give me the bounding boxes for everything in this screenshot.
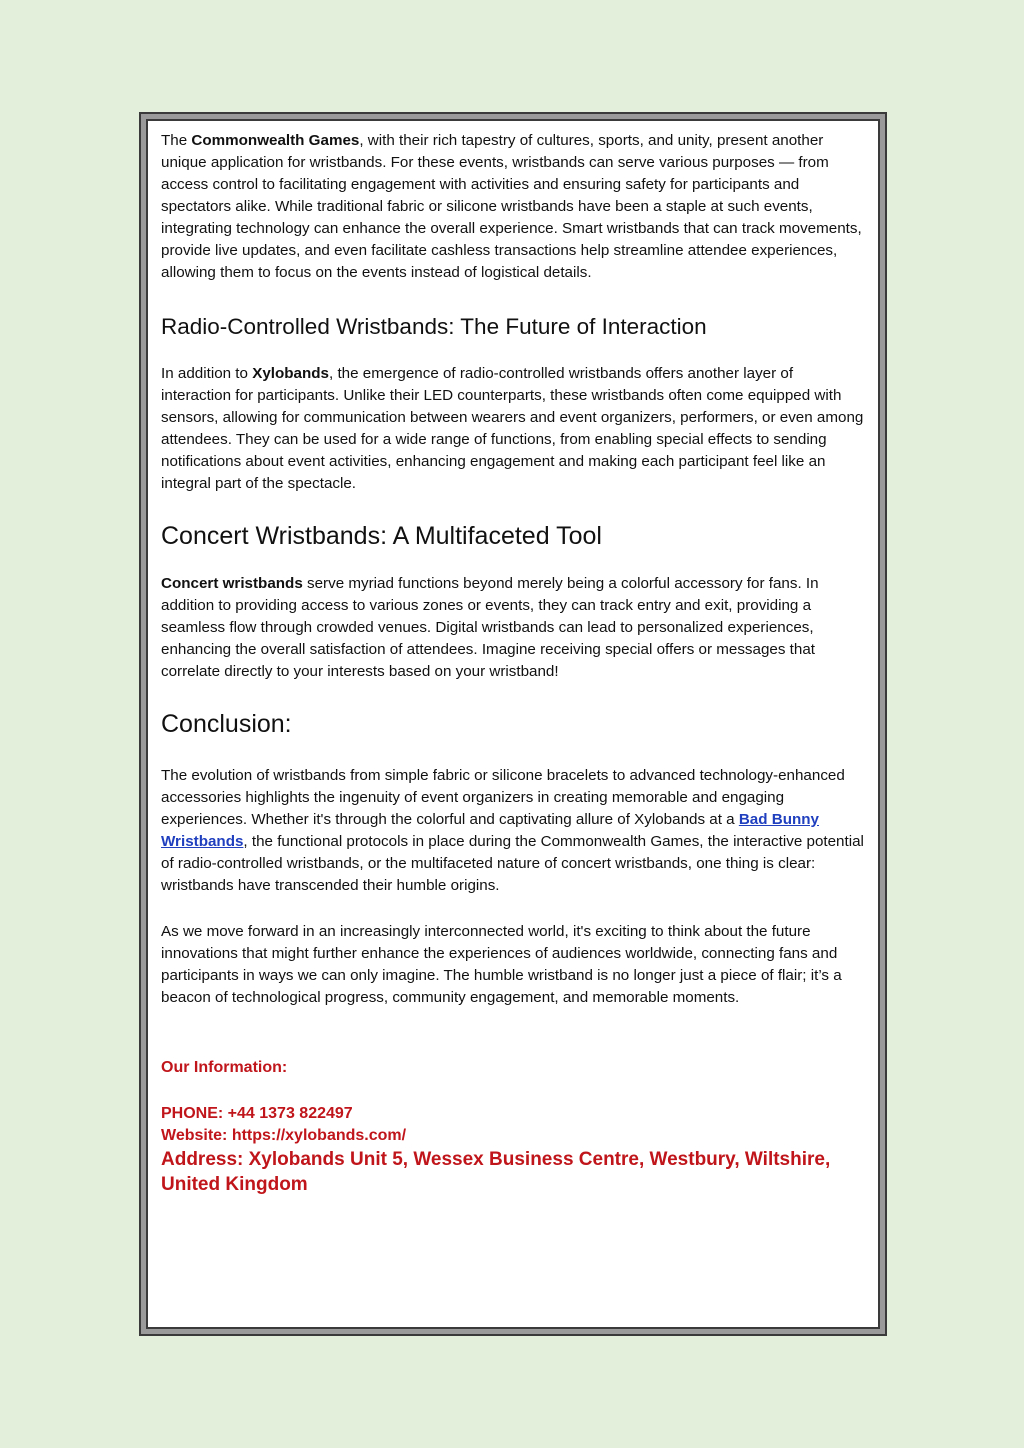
contact-block bbox=[161, 1057, 866, 1197]
page-frame-inner bbox=[146, 119, 880, 1329]
conclusion-paragraph-1 bbox=[161, 765, 866, 897]
contact-heading: Our Information: bbox=[161, 1059, 288, 1076]
conclusion-text-start: The evolution of wristbands from simple fabric or silicone bracelets to advanced technology-enhanced accessories highlights the ingenuity of event organizers in creating memorable and engaging experiences. Whether it's through the colorful and captivating allure of Xylobands at a bbox=[161, 767, 845, 828]
concert-bold-term: Concert wristbands bbox=[161, 575, 303, 592]
contact-phone: PHONE: +44 1373 822497 bbox=[161, 1105, 353, 1122]
conclusion-heading: Conclusion: bbox=[161, 710, 292, 738]
intro-paragraph bbox=[161, 130, 866, 284]
radio-text-rest: , the emergence of radio-controlled wristbands offers another layer of interaction for participants. Unlike their LED counterparts, these wristbands often come equipped with sensors, allowing for communication between wearers and event organizers, performers, or even among attendees. They can be used for a wide range of functions, from enabling special effects to sending notifications about event activities, enhancing engagement and making each participant feel like an integral part of the spectacle. bbox=[161, 365, 864, 492]
concert-text-rest: serve myriad functions beyond merely being a colorful accessory for fans. In addition to providing access to various zones or events, they can track entry and exit, providing a seamless flow through crowded venues. Digital wristbands can lead to personalized experiences, enhancing the overall satisfaction of attendees. Imagine receiving special offers or messages that correlate directly to your interests based on your wristband! bbox=[161, 575, 819, 680]
contact-address: Address: Xylobands Unit 5, Wessex Business Centre, Westbury, Wiltshire, United Kingdom bbox=[161, 1149, 831, 1195]
radio-bold-term: Xylobands bbox=[252, 365, 330, 382]
page-frame-outer bbox=[139, 112, 887, 1336]
contact-website: Website: https://xylobands.com/ bbox=[161, 1127, 407, 1144]
conclusion-text-rest: , the functional protocols in place during the Commonwealth Games, the interactive potential of radio-controlled wristbands, or the multifaceted nature of concert wristbands, one thing is clear: wristbands have transcended their humble origins. bbox=[161, 833, 864, 894]
radio-paragraph bbox=[161, 363, 866, 495]
radio-text-start: In addition to bbox=[161, 365, 253, 382]
intro-bold-term: Commonwealth Games bbox=[191, 132, 360, 149]
intro-text-rest: , with their rich tapestry of cultures, sports, and unity, present another unique application for wristbands. For these events, wristbands can serve various purposes — from access control to facilitating engagement with activities and ensuring safety for participants and spectators alike. While traditional fabric or silicone wristbands have been a staple at such events, integrating technology can enhance the overall experience. Smart wristbands that can track movements, provide live updates, and even facilitate cashless transactions help streamline attendee experiences, allowing them to focus on the events instead of logistical details. bbox=[161, 132, 862, 281]
document-content bbox=[161, 130, 866, 1197]
concert-heading: Concert Wristbands: A Multifaceted Tool bbox=[161, 522, 602, 550]
radio-heading: Radio-Controlled Wristbands: The Future of Interaction bbox=[161, 314, 707, 339]
concert-paragraph bbox=[161, 573, 866, 683]
intro-text-start: The bbox=[161, 132, 192, 149]
conclusion-paragraph-2: As we move forward in an increasingly interconnected world, it's exciting to think about the future innovations that might further enhance the experiences of audiences worldwide, connecting fans and participants in ways we can only imagine. The humble wristband is no longer just a piece of flair; it’s a beacon of technological progress, community engagement, and memorable moments. bbox=[161, 923, 842, 1006]
bad-bunny-wristbands-link[interactable]: Bad Bunny Wristbands bbox=[161, 811, 820, 850]
